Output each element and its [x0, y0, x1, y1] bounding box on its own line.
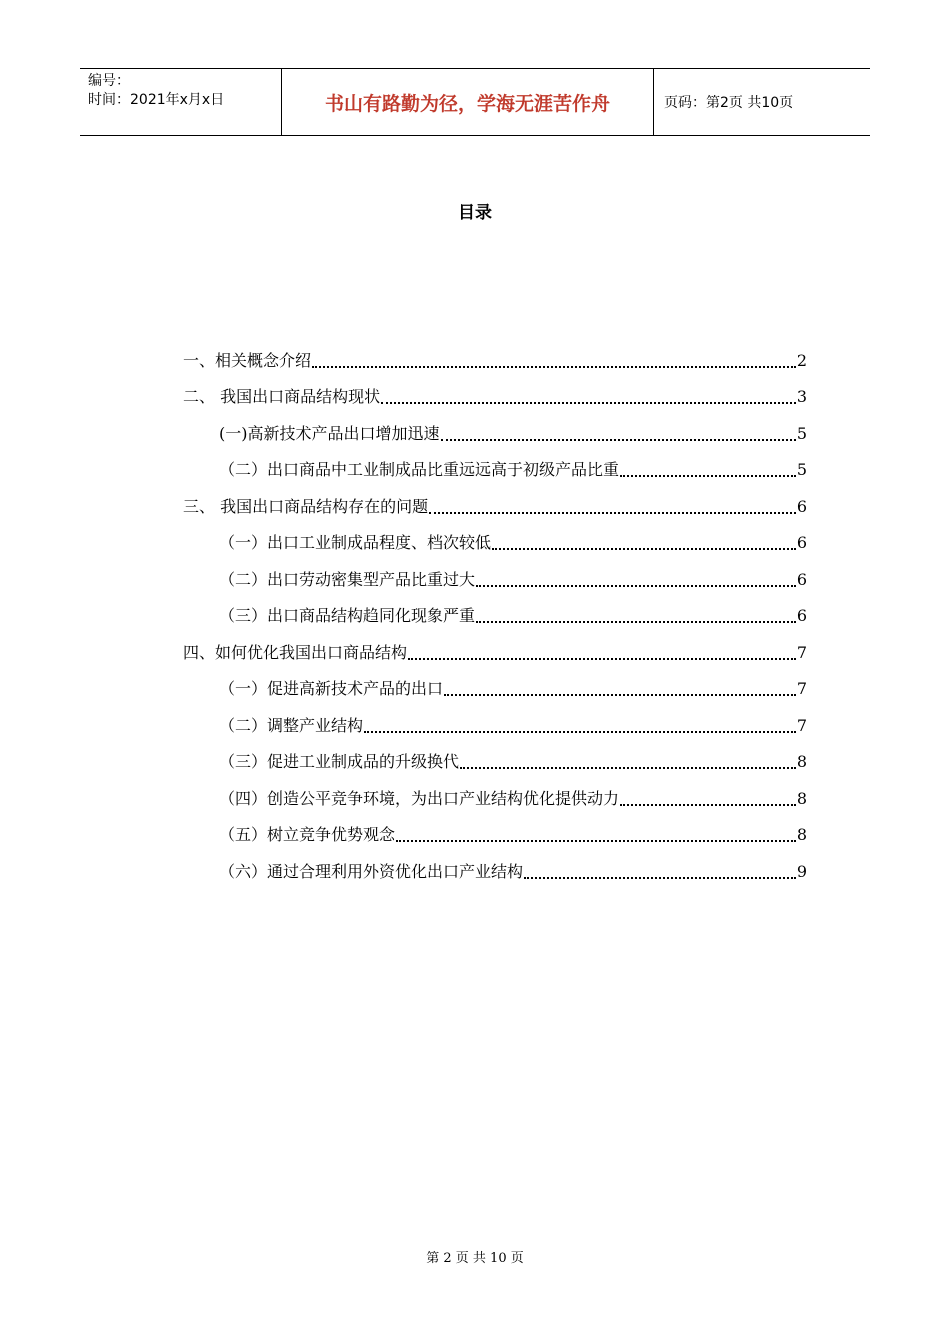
toc-entry[interactable] — [183, 630, 807, 667]
toc-entry-label: （五）树立竞争优势观念 — [219, 825, 396, 844]
toc-entry[interactable] — [183, 740, 807, 777]
header-page-info-text: 页码：第2页 共10页 — [664, 95, 794, 111]
toc-entry[interactable] — [183, 338, 807, 375]
toc-entry-page: 9 — [796, 861, 807, 881]
table-of-contents — [183, 338, 807, 886]
toc-entry-page: 8 — [796, 752, 807, 771]
toc-leader-dots — [524, 877, 796, 879]
toc-entry-page: 6 — [796, 533, 807, 552]
page-footer: 第 2 页 共 10 页 — [426, 1251, 524, 1266]
toc-leader-dots — [620, 475, 796, 477]
header-number: 编号： — [88, 73, 130, 89]
toc-entry-page: 7 — [796, 715, 807, 735]
toc-leader-dots — [408, 658, 796, 660]
header-motto-text: 书山有路勤为径，学海无涯苦作舟 — [324, 92, 610, 115]
toc-entry[interactable] — [183, 411, 807, 448]
toc-leader-dots — [476, 585, 796, 587]
toc-leader-dots — [429, 512, 796, 514]
toc-entry-page: 3 — [796, 387, 807, 406]
toc-entry-label: （六）通过合理利用外资优化出口产业结构 — [219, 861, 524, 881]
toc-entry-page: 6 — [796, 496, 807, 516]
toc-entry-label: （一）出口工业制成品程度、档次较低 — [219, 533, 492, 552]
header-motto — [281, 69, 654, 135]
document-header — [80, 68, 870, 136]
toc-leader-dots — [381, 402, 796, 404]
toc-entry[interactable] — [183, 594, 807, 631]
toc-entry-page: 2 — [796, 350, 807, 370]
toc-entry-page: 5 — [796, 423, 807, 443]
toc-entry[interactable] — [183, 849, 807, 886]
toc-entry-label: （三）促进工业制成品的升级换代 — [219, 752, 460, 771]
toc-entry-label: 一、相关概念介绍 — [183, 350, 312, 370]
toc-entry-label: （二）出口商品中工业制成品比重远远高于初级产品比重 — [219, 460, 620, 479]
toc-leader-dots — [312, 366, 796, 368]
toc-entry[interactable] — [183, 521, 807, 558]
toc-entry-label: 二、 我国出口商品结构现状 — [183, 387, 381, 406]
toc-entry-page: 5 — [796, 460, 807, 479]
toc-entry[interactable] — [183, 813, 807, 850]
toc-leader-dots — [441, 439, 796, 441]
toc-entry-page: 6 — [796, 569, 807, 589]
toc-entry[interactable] — [183, 375, 807, 412]
toc-entry-label: 四、如何优化我国出口商品结构 — [183, 642, 408, 662]
toc-entry[interactable] — [183, 703, 807, 740]
header-date: 时间：2021年x月x日 — [88, 92, 225, 108]
toc-entry-page: 8 — [796, 825, 807, 844]
toc-entry[interactable] — [183, 557, 807, 594]
toc-entry-label: 三、 我国出口商品结构存在的问题 — [183, 496, 429, 516]
toc-entry-label: （一）促进高新技术产品的出口 — [219, 679, 444, 698]
toc-leader-dots — [476, 621, 796, 623]
toc-leader-dots — [492, 548, 796, 550]
toc-entry-page: 7 — [796, 679, 807, 698]
toc-entry-label: （二）调整产业结构 — [219, 715, 364, 735]
toc-entry[interactable] — [183, 484, 807, 521]
toc-entry-label: （四）创造公平竞争环境，为出口产业结构优化提供动力 — [219, 788, 620, 808]
toc-entry-label: （三）出口商品结构趋同化现象严重 — [219, 606, 476, 625]
toc-leader-dots — [364, 731, 796, 733]
toc-entry-page: 6 — [796, 606, 807, 625]
header-meta — [80, 69, 281, 135]
toc-entry[interactable] — [183, 448, 807, 485]
toc-leader-dots — [620, 804, 796, 806]
toc-entry[interactable] — [183, 667, 807, 704]
toc-entry-label: (一)高新技术产品出口增加迅速 — [219, 423, 440, 443]
header-page-info — [654, 69, 870, 135]
toc-leader-dots — [460, 767, 796, 769]
toc-entry-label: （二）出口劳动密集型产品比重过大 — [219, 569, 476, 589]
toc-leader-dots — [444, 694, 796, 696]
toc-entry[interactable] — [183, 776, 807, 813]
toc-entry-page: 7 — [796, 642, 807, 662]
toc-title: 目录 — [458, 203, 492, 223]
toc-entry-page: 8 — [796, 788, 807, 808]
toc-leader-dots — [396, 840, 796, 842]
